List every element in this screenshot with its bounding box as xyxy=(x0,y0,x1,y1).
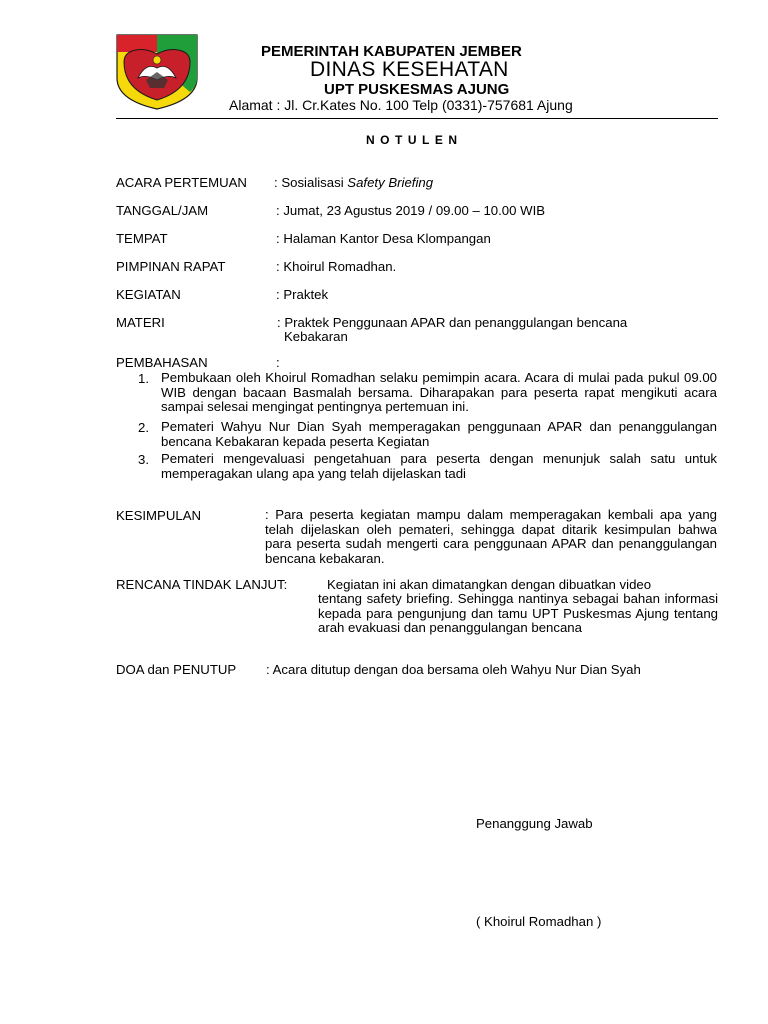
field-label-tanggal: TANGGAL/JAM xyxy=(116,203,209,218)
rencana-first-line: Kegiatan ini akan dimatangkan dengan dibuatkan video xyxy=(327,577,652,592)
doa-value: : Acara ditutup dengan doa bersama oleh Wahyu Nur Dian Syah xyxy=(266,662,641,677)
doa-label: DOA dan PENUTUP xyxy=(116,662,237,677)
header-address: Alamat : Jl. Cr.Kates No. 100 Telp (0331)-757681 Ajung xyxy=(229,97,573,113)
document-title: NOTULEN xyxy=(366,133,463,147)
pembahasan-item-number: 3. xyxy=(138,452,149,467)
field-value-tanggal: : Jumat, 23 Agustus 2019 / 09.00 – 10.00 WIB xyxy=(276,203,546,218)
header-unit: UPT PUSKESMAS AJUNG xyxy=(324,81,510,98)
kesimpulan-label: KESIMPULAN xyxy=(116,508,202,523)
header-agency: DINAS KESEHATAN xyxy=(310,58,509,81)
field-value-kegiatan: : Praktek xyxy=(276,287,329,302)
field-value-materi-cont: Kebakaran xyxy=(284,329,348,344)
field-label-tempat: TEMPAT xyxy=(116,231,168,246)
signature-name: ( Khoirul Romadhan ) xyxy=(476,914,602,929)
rencana-text: tentang safety briefing. Sehingga nantinya sebagai bahan informasi kepada para pengunjung dan tamu UPT Puskesmas Ajung tentang arah evakuasi dan penanggulangan bencana xyxy=(318,591,718,635)
kabupaten-jember-logo xyxy=(116,34,198,110)
pembahasan-item-text: Pemateri mengevaluasi pengetahuan para peserta dengan menunjuk salah satu untuk memperagakan ulang apa yang telah dijelaskan tadi xyxy=(161,451,717,481)
field-label-pimpinan: PIMPINAN RAPAT xyxy=(116,259,226,274)
field-label-acara: ACARA PERTEMUAN xyxy=(116,175,247,190)
header-divider xyxy=(116,118,718,119)
field-label-kegiatan: KEGIATAN xyxy=(116,287,181,302)
signature-role: Penanggung Jawab xyxy=(476,816,593,831)
field-value-pimpinan: : Khoirul Romadhan. xyxy=(276,259,397,274)
header-government: PEMERINTAH KABUPATEN JEMBER xyxy=(261,43,522,60)
pembahasan-item-text: Pembukaan oleh Khoirul Romadhan selaku pemimpin acara. Acara di mulai pada pukul 09.00 WIB dengan bacaan Basmalah bersama. Diharapakan para peserta rapat mengikuti acara sampai selesai mengingat pentingnya pertemuan ini. xyxy=(161,370,717,414)
field-value-tempat: : Halaman Kantor Desa Klompangan xyxy=(276,231,491,246)
rencana-label: RENCANA TINDAK LANJUT: xyxy=(116,577,288,592)
pembahasan-item-number: 1. xyxy=(138,371,149,386)
kesimpulan-text: : Para peserta kegiatan mampu dalam memperagakan kembali apa yang telah dijelaskan oleh pemateri, sehingga dapat ditarik kesimpulan bahwa para peserta sudah mengerti cara penggunaan APAR dan penanggulangan bencana kebakaran. xyxy=(265,507,717,566)
pembahasan-item-number: 2. xyxy=(138,420,149,435)
pembahasan-item-text: Pemateri Wahyu Nur Dian Syah memperagakan penggunaan APAR dan penanggulangan bencana Kebakaran kepada peserta Kegiatan xyxy=(161,419,717,449)
pembahasan-colon: : xyxy=(276,355,280,370)
pembahasan-label: PEMBAHASAN xyxy=(116,355,208,370)
field-value-materi: : Praktek Penggunaan APAR dan penanggulangan bencana xyxy=(277,315,628,330)
field-value-acara: : Sosialisasi Safety Briefing xyxy=(274,175,434,190)
field-label-materi: MATERI xyxy=(116,315,165,330)
